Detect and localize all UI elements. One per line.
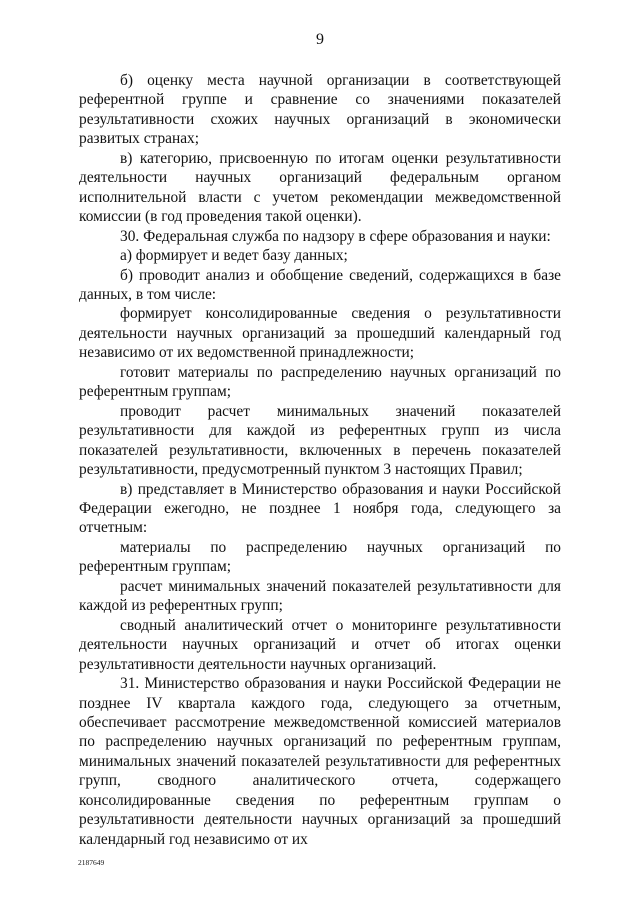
document-code: 2187649 bbox=[78, 858, 105, 867]
paragraph: в) представляет в Министерство образования и науки Российской Федерации ежегодно, не позднее 1 ноября года, следующего за отчетным: bbox=[79, 480, 561, 537]
paragraph: расчет минимальных значений показателей результативности для каждой из референтных групп; bbox=[79, 577, 561, 615]
paragraph: материалы по распределению научных организаций по референтным группам; bbox=[79, 538, 561, 576]
paragraph: проводит расчет минимальных значений показателей результативности для каждой из референтных групп из числа показателей результативности, включенных в перечень показателей результативности, предусмотренный пунктом 3 настоящих Правил; bbox=[79, 402, 561, 479]
paragraph: формирует консолидированные сведения о результативности деятельности научных организаций за прошедший календарный год независимо от их ведомственной принадлежности; bbox=[79, 305, 561, 362]
paragraph: 30. Федеральная служба по надзору в сфере образования и науки: bbox=[120, 227, 551, 245]
paragraph: сводный аналитический отчет о мониторинге результативности деятельности научных организаций и отчет об итогах оценки результативности деятельности научных организаций. bbox=[79, 616, 561, 673]
paragraph: в) категорию, присвоенную по итогам оценки результативности деятельности научных организаций федеральным органом исполнительной власти с учетом рекомендации межведомственной комиссии (в год проведения такой оценки). bbox=[79, 149, 561, 226]
paragraph: б) оценку места научной организации в соответствующей референтной группе и сравнение со значениями показателей результативности схожих научных организаций в экономически развитых странах; bbox=[79, 72, 561, 148]
paragraph: а) формирует и ведет базу данных; bbox=[120, 247, 348, 265]
document-body bbox=[79, 71, 561, 849]
paragraph: 31. Министерство образования и науки Российской Федерации не позднее IV квартала каждого года, следующего за отчетным, обеспечивает рассмотрение межведомственной комиссией материалов по распределению научных организаций по референтным группам, минимальных значений показателей результативности для референтных групп, сводного аналитического отчета, содержащего консолидированные сведения по референтным группам о результативности деятельности научных организаций за прошедший календарный год независимо от их bbox=[79, 675, 561, 848]
paragraph: готовит материалы по распределению научных организаций по референтным группам; bbox=[79, 363, 561, 401]
paragraph: б) проводит анализ и обобщение сведений, содержащихся в базе данных, в том числе: bbox=[79, 266, 561, 303]
page-number: 9 bbox=[316, 31, 324, 48]
